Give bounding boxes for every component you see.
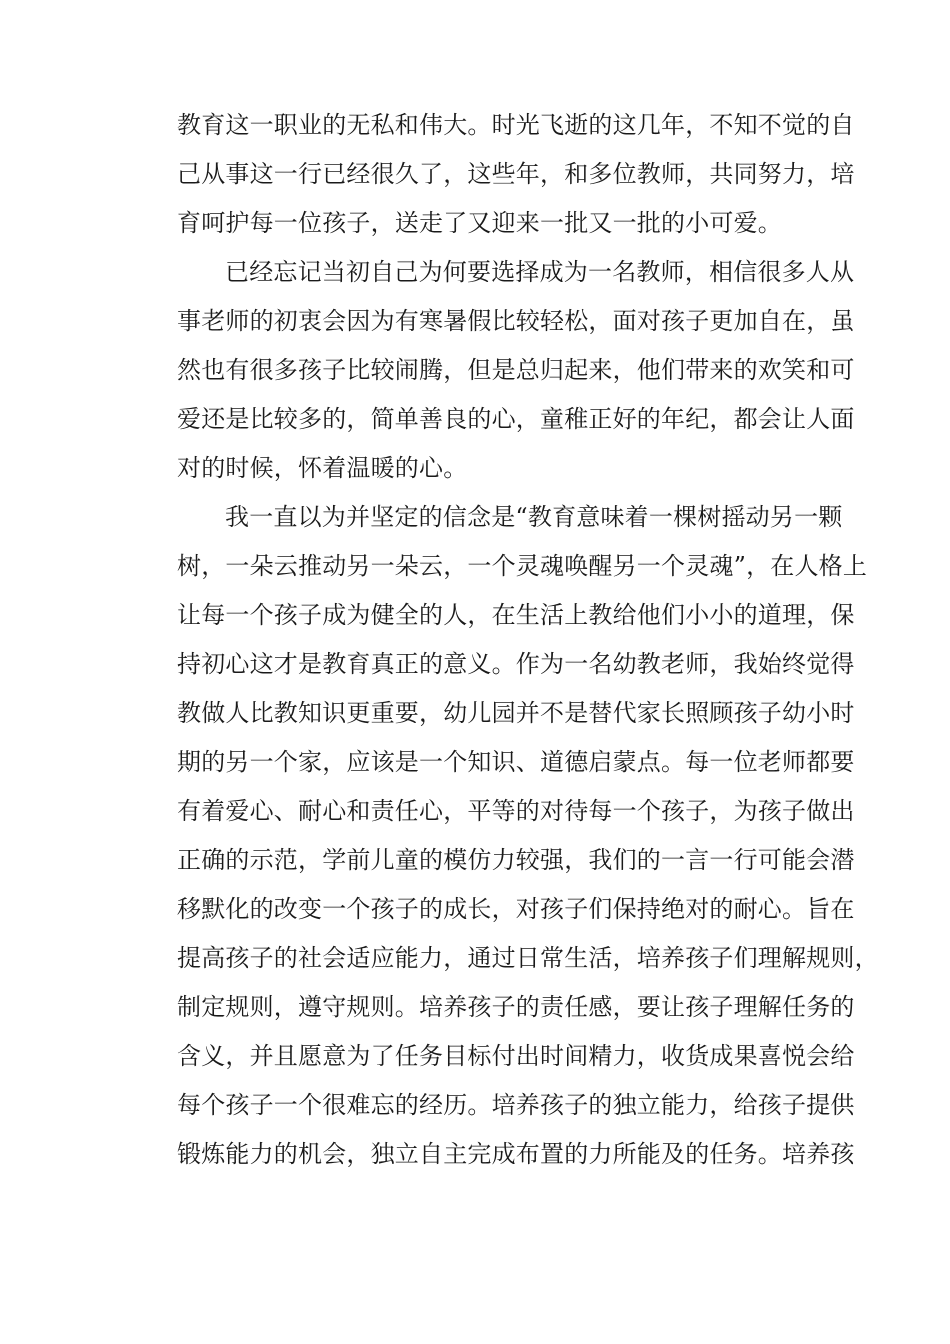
paragraph-3-line-11: 制定规则，遵守规则。培养孩子的责任感，要让孩子理解任务的: [177, 993, 855, 1021]
paragraph-3-line-6: 期的另一个家，应该是一个知识、道德启蒙点。每一位老师都要: [177, 748, 855, 776]
body-text: [177, 101, 879, 1179]
paragraph-3-line-3: 让每一个孩子成为健全的人，在生活上教给他们小小的道理，保: [177, 601, 855, 629]
paragraph-1-line-2: 己从事这一行已经很久了，这些年，和多位教师，共同努力，培: [177, 160, 855, 188]
paragraph-2-line-1: 已经忘记当初自己为何要选择成为一名教师，相信很多人从: [225, 258, 855, 286]
paragraph-3-line-8: 正确的示范，学前儿童的模仿力较强，我们的一言一行可能会潜: [177, 846, 855, 874]
paragraph-3-line-12: 含义，并且愿意为了任务目标付出时间精力，收货成果喜悦会给: [177, 1042, 855, 1070]
paragraph-3-line-10: 提高孩子的社会适应能力，通过日常生活，培养孩子们理解规则，: [177, 944, 879, 972]
paragraph-3-line-5: 教做人比教知识更重要，幼儿园并不是替代家长照顾孩子幼小时: [177, 699, 855, 727]
paragraph-1-line-1: 教育这一职业的无私和伟大。时光飞逝的这几年，不知不觉的自: [177, 111, 855, 139]
paragraph-1-line-3: 育呵护每一位孩子，送走了又迎来一批又一批的小可爱。: [177, 209, 782, 237]
paragraph-3-line-1: 我一直以为并坚定的信念是“教育意味着一棵树摇动另一颗: [225, 503, 843, 531]
paragraph-2-line-2: 事老师的初衷会因为有寒暑假比较轻松，面对孩子更加自在，虽: [177, 307, 855, 335]
paragraph-3-line-13: 每个孩子一个很难忘的经历。培养孩子的独立能力，给孩子提供: [177, 1091, 855, 1119]
paragraph-3-line-9: 移默化的改变一个孩子的成长，对孩子们保持绝对的耐心。旨在: [177, 895, 855, 923]
paragraph-3-line-7: 有着爱心、耐心和责任心，平等的对待每一个孩子，为孩子做出: [177, 797, 855, 825]
paragraph-2-line-3: 然也有很多孩子比较闹腾，但是总归起来，他们带来的欢笑和可: [177, 356, 855, 384]
paragraph-2-line-5: 对的时候，怀着温暖的心。: [177, 454, 468, 482]
paragraph-3-line-4: 持初心这才是教育真正的意义。作为一名幼教老师，我始终觉得: [177, 650, 855, 678]
paragraph-3-line-2: 树，一朵云推动另一朵云，一个灵魂唤醒另一个灵魂”，在人格上: [177, 552, 868, 580]
paragraph-2-line-4: 爱还是比较多的，简单善良的心，童稚正好的年纪，都会让人面: [177, 405, 855, 433]
paragraph-3-line-14: 锻炼能力的机会，独立自主完成布置的力所能及的任务。培养孩: [177, 1140, 855, 1168]
